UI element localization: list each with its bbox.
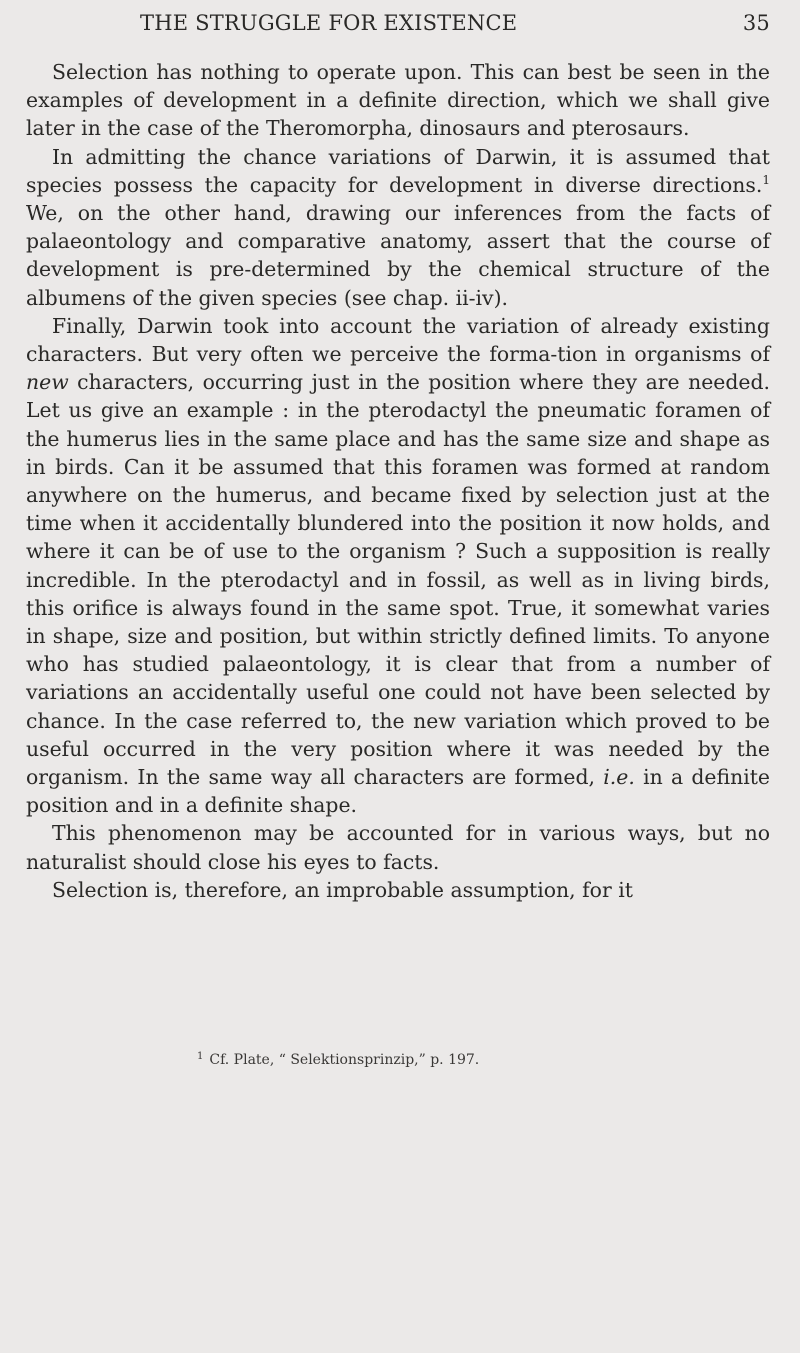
body-text (26, 58, 770, 904)
page-number: 35 (742, 11, 770, 35)
italic-text: new (26, 370, 69, 395)
text-run: This phenomenon may be accounted for in various ways, but no naturalist should close his eyes to facts. (26, 821, 770, 874)
text-run: Selection has nothing to operate upon. This can best be seen in the examples of development in a definite direction, which we shall give later in the case of the Theromorpha, dinosaurs and pterosaurs. (26, 60, 770, 141)
paragraph (26, 58, 770, 143)
footnote-text: Cf. Plate, “ Selektionsprinzip,” p. 197. (209, 1052, 480, 1068)
italic-text: i.e. (603, 765, 635, 790)
text-run: Finally, Darwin took into account the variation of already existing characters. But very often we perceive the forma-tion in organisms of (26, 313, 770, 367)
text-run: in a definite position and in a definite shape. (26, 765, 770, 818)
running-head (140, 8, 770, 38)
text-run: Selection is, therefore, an improbable assumption, for it (52, 877, 633, 902)
text-run: In admitting the chance variations of Darwin, it is assumed that species possess the capacity for development in diverse directions. (26, 144, 770, 197)
paragraph (26, 312, 770, 820)
text-run: characters, occurring just in the position where they are needed. Let us give an example : in the pterodactyl the pneumatic foramen of the humerus lies in the same place and has the same size and shape as in birds. Can it be assumed that this foramen was formed at random anywhere on the humerus, and became fixed by selection just at the time when it accidentally blundered into the position it now holds, and where it can be of use to the organism ? Such a supposition is really incredible. In the pterodactyl and in fossil, as well as in living birds, this orifice is always found in the same spot. True, it somewhat varies in shape, size and position, but within strictly defined limits. To anyone who has studied palaeontology, it is clear that from a number of variations an accidentally useful one could not have been selected by chance. In the case referred to, the new variation which proved to be useful occurred in the very position where it was needed by the organism. In the same way all characters are formed, (26, 370, 770, 790)
paragraph (26, 143, 770, 312)
paragraph (26, 876, 770, 904)
paragraph (26, 819, 770, 875)
running-head-title: THE STRUGGLE FOR EXISTENCE (140, 11, 518, 35)
footnote-reference: 1 (762, 172, 770, 187)
text-run: We, on the other hand, drawing our inferences from the facts of palaeontology and comparative anatomy, assert that the course of development is pre-determined by the chemical structure of the albumens of the given species (see chap. ii-iv). (26, 201, 770, 310)
footnote (197, 1050, 479, 1070)
footnote-marker: 1 (197, 1051, 204, 1062)
